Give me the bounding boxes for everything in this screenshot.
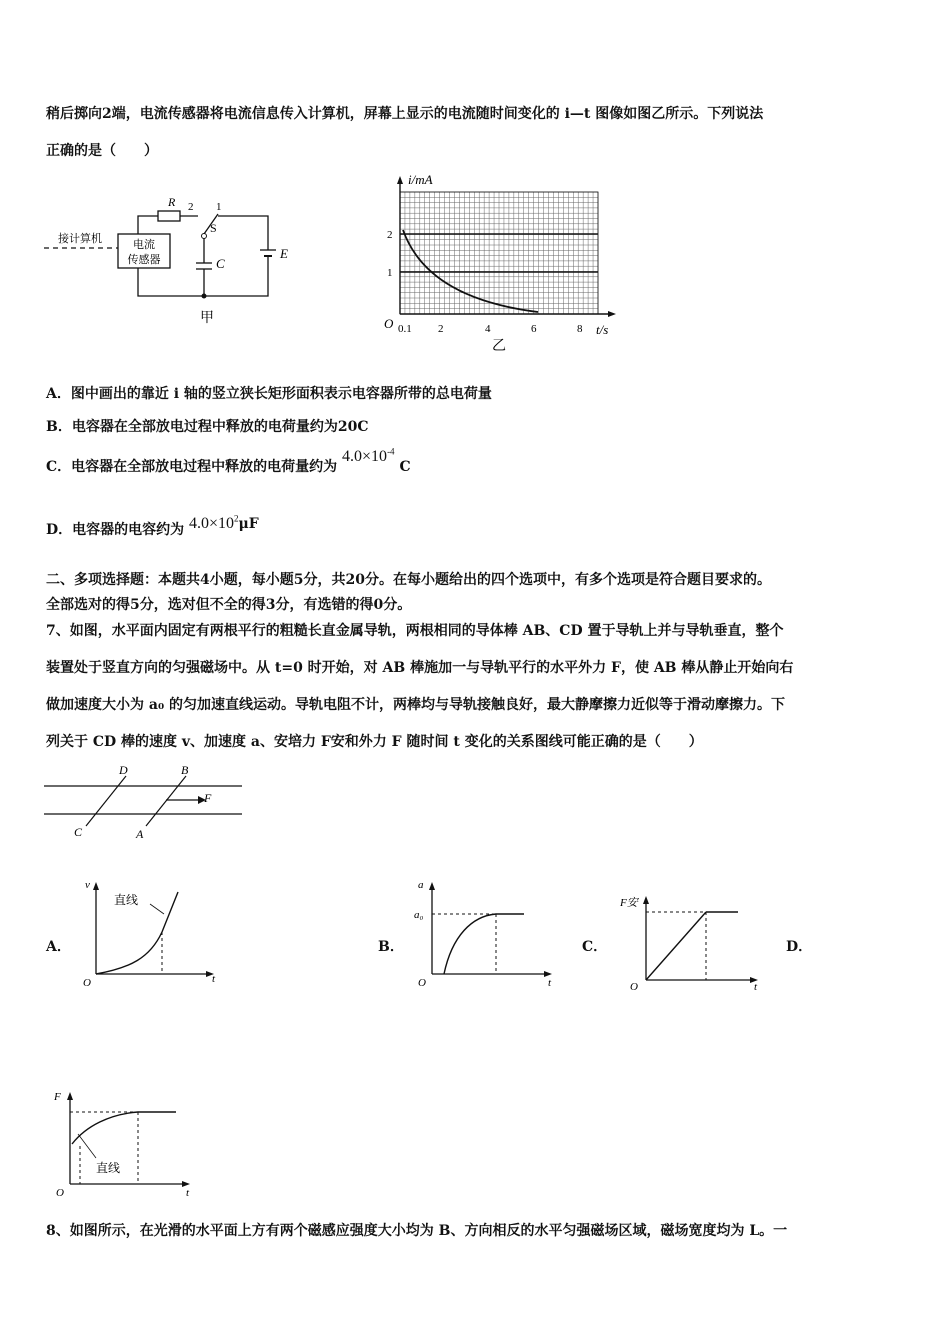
- y-tick-1: 1: [387, 267, 393, 279]
- graph-a-y-label: v: [85, 879, 90, 891]
- q6-stem-line1: 稍后掷向2端，电流传感器将电流信息传入计算机，屏幕上显示的电流随时间变化的 i—t 图像如图乙所示。下列说法: [46, 106, 764, 122]
- graph-c-y-label: F安: [620, 897, 638, 909]
- graph-c-origin: O: [630, 981, 638, 993]
- switch-pos-2: 2: [188, 201, 194, 213]
- q7-option-a-label: A．: [46, 939, 71, 955]
- resistor-label: R: [168, 195, 176, 209]
- switch-pos-1: 1: [216, 201, 222, 213]
- x-axis-label: t/s: [596, 322, 609, 337]
- x-tick-6: 6: [531, 323, 537, 335]
- graph-d-x-label: t: [186, 1187, 190, 1199]
- graph-d-y-label: F: [54, 1091, 61, 1103]
- q6-option-d-unit: μF: [238, 516, 259, 532]
- q6-option-d-text: D．电容器的电容约为: [46, 522, 185, 538]
- q6-option-c-value: 4.0×10: [342, 448, 388, 465]
- y-axis-label: i/mA: [408, 172, 433, 187]
- x-tick-2: 2: [438, 323, 444, 335]
- section2-line1: 二、多项选择题：本题共4小题，每小题5分，共20分。在每小题给出的四个选项中，有多个选项是符合题目要求的。: [46, 572, 771, 588]
- rail-label-a: A: [136, 827, 144, 841]
- capacitor-label: C: [216, 256, 225, 271]
- graph-d-note: 直线: [96, 1161, 121, 1175]
- graph-a-note: 直线: [114, 893, 139, 907]
- graph-b-y-label: a: [418, 879, 424, 891]
- q6-option-b: B．电容器在全部放电过程中释放的电荷量约为20C: [46, 419, 369, 435]
- rails-diagram: [44, 764, 254, 844]
- graph-b-x-label: t: [548, 977, 552, 989]
- rail-label-b: B: [181, 763, 189, 777]
- section2-line2: 全部选对的得5分，选对但不全的得3分，有选错的得0分。: [46, 597, 412, 613]
- x-tick-4: 4: [485, 323, 491, 335]
- q6-option-c-unit: C: [399, 459, 411, 475]
- circuit-diagram: [40, 190, 310, 330]
- q6-option-d-exp: 2: [234, 513, 239, 524]
- graph-c-x-label: t: [754, 981, 758, 993]
- q6-option-d-value: 4.0×10: [189, 515, 235, 532]
- q7-line4: 列关于 CD 棒的速度 v、加速度 a、安培力 F安和外力 F 随时间 t 变化的关系图线可能正确的是（ ）: [46, 734, 703, 750]
- graph-b-origin: O: [418, 977, 426, 989]
- graph-b-a0-label: a₀: [414, 909, 424, 921]
- graph-option-c: [616, 892, 766, 992]
- sensor-label-1: 电流: [133, 239, 155, 251]
- q7-line2: 装置处于竖直方向的匀强磁场中。从 t=0 时开始，对 AB 棒施加一与导轨平行的水平外力 F，使 AB 棒从静止开始向右: [46, 660, 794, 676]
- rail-label-d: D: [119, 763, 128, 777]
- graph-a-x-label: t: [212, 973, 216, 985]
- q6-option-c-exp: -4: [387, 446, 395, 457]
- graph-option-a: [80, 878, 230, 988]
- q6-stem-line2: 正确的是（ ）: [46, 143, 158, 159]
- rail-label-c: C: [74, 825, 83, 839]
- q7-option-b-label: B．: [378, 939, 404, 955]
- switch-label: S: [210, 221, 217, 235]
- q6-option-a: A．图中画出的靠近 i 轴的竖立狭长矩形面积表示电容器所带的总电荷量: [46, 386, 492, 402]
- graph-option-b: [412, 876, 562, 988]
- q6-option-d: [46, 513, 259, 539]
- q8-line1: 8、如图所示，在光滑的水平面上方有两个磁感应强度大小均为 B、方向相反的水平匀强磁场区域，磁场宽度均为 L。一: [46, 1223, 788, 1239]
- graph-d-origin: O: [56, 1187, 64, 1199]
- force-label-f: F: [204, 791, 212, 805]
- x-tick-0.1: 0.1: [398, 323, 412, 335]
- q6-option-c-text: C．电容器在全部放电过程中释放的电荷量约为: [46, 459, 338, 475]
- q7-option-c-label: C．: [582, 939, 608, 955]
- y-tick-2: 2: [387, 229, 393, 241]
- emf-label: E: [280, 246, 288, 261]
- graph-a-origin: O: [83, 977, 91, 989]
- discharge-curve: [403, 230, 538, 312]
- q7-line1: 7、如图，水平面内固定有两根平行的粗糙长直金属导轨，两根相同的导体棒 AB、CD 置于导轨上并与导轨垂直，整个: [46, 623, 784, 639]
- graph-caption: 乙: [492, 339, 506, 354]
- x-tick-8: 8: [577, 323, 583, 335]
- circuit-caption: 甲: [200, 311, 214, 326]
- q6-option-c: [46, 446, 411, 476]
- sensor-label-2: 传感器: [127, 254, 161, 266]
- q7-line3: 做加速度大小为 a₀ 的匀加速直线运动。导轨电阻不计，两棒均与导轨接触良好，最大静摩擦力近似等于滑动摩擦力。下: [46, 697, 785, 713]
- computer-label: 接计算机: [58, 233, 102, 245]
- graph-option-d: [50, 1086, 200, 1198]
- current-time-graph: [378, 172, 628, 352]
- q7-option-d-label: D．: [786, 939, 813, 955]
- graph-origin: O: [384, 316, 394, 331]
